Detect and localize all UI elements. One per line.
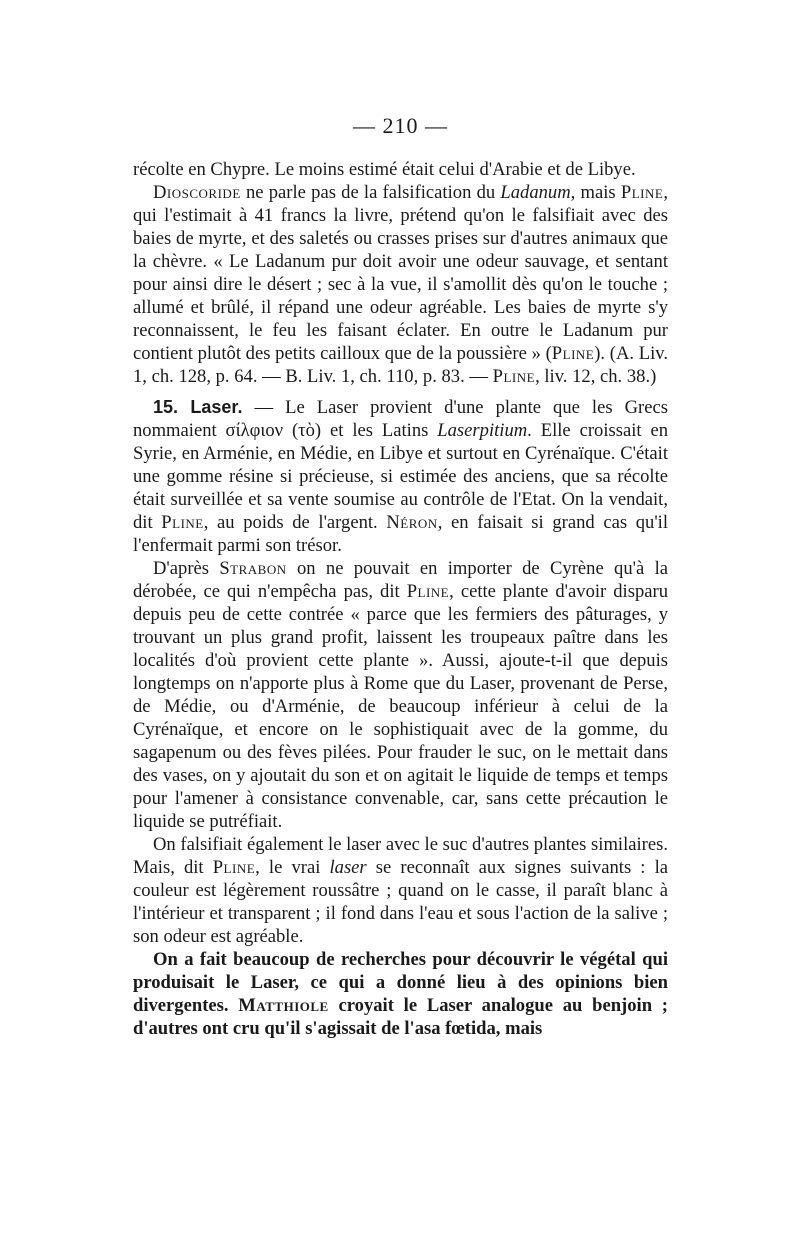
author-name: Matthiole	[238, 995, 329, 1016]
paragraph-4: D'après Strabon on ne pouvait en importer de Cyrène qu'à la dérobée, ce qui n'empêcha pas, dit Pline, cette plante d'avoir disparu depuis peu de cette contrée « parce que les fermiers des pâturages, y trouvant un plus grand profit, laissent les troupeaux paître dans les localités d'où provient cette plante ». Aussi, ajoute-t-il que depuis longtemps on n'apporte plus à Rome que du Laser, provenant de Perse, de Médie, ou d'Arménie, de beaucoup inférieur à celui de la Cyrénaïque, et encore on le sophistiquait avec de la gomme, du sagapenum ou des fèves pilées. Pour frauder le suc, on le mettait dans des vases, on y ajoutait du son et on agitait le liquide de temps et temps pour l'amener à consistance convenable, car, sans cette précaution le liquide se putréfiait.	[133, 558, 668, 832]
author-name: Pline	[620, 182, 664, 203]
author-name: Pline	[406, 581, 450, 602]
author-name: Pline	[161, 512, 204, 533]
paragraph-5: On falsifiait également le laser avec le suc d'autres plantes similaires. Mais, dit Pline, le vrai laser se reconnaît aux signes suivants : la couleur est légèrement roussâtre ; quand on le casse, il paraît blanc à l'intérieur et transparent ; il fond dans l'eau et sous l'action de la salive ; son odeur est agréable.	[133, 834, 668, 947]
page-number: — 210 —	[353, 113, 448, 138]
paragraph-3: 15. Laser. — Le Laser provient d'une plante que les Grecs nommaient σίλφιον (τὸ) et les Latins Laserpitium. Elle croissait en Syrie, en Arménie, en Médie, en Libye et surtout en Cyrénaïque. C'était une gomme résine si précieuse, si estimée des anciens, que sa récolte était surveillée et sa vente soumise au contrôle de l'Etat. On la vendait, dit Pline, au poids de l'argent. Néron, en faisait si grand cas qu'il l'enfermait parmi son trésor.	[133, 397, 669, 556]
paragraph-1: récolte en Chypre. Le moins estimé était celui d'Arabie et de Libye.	[133, 159, 636, 180]
author-name: Dioscoride	[153, 182, 241, 203]
author-name: Pline	[492, 366, 536, 387]
author-name: Strabon	[219, 558, 287, 579]
section-heading: 15. Laser.	[153, 397, 243, 417]
author-name: Pline	[551, 343, 595, 364]
page-body	[133, 158, 668, 1040]
paragraph-6: On a fait beaucoup de recherches pour découvrir le végétal qui produisait le Laser, ce qui a donné lieu à des opinions bien divergentes. Matthiole croyait le Laser analogue au benjoin ; d'autres ont cru qu'il s'agissait de l'asa fœtida, mais	[133, 949, 668, 1039]
author-name: Néron	[386, 512, 438, 533]
latin-term: Laserpitium	[437, 420, 528, 441]
paragraph-2: Dioscoride ne parle pas de la falsification du Ladanum, mais Pline, qui l'estimait à 41 francs la livre, prétend qu'on le falsifiait avec des baies de myrte, et des saletés ou crasses prises sur d'autres animaux que la chèvre. « Le Ladanum pur doit avoir une odeur sauvage, et sentant pour ainsi dire le désert ; sec à la vue, il s'amollit dès qu'on le touche ; allumé et brûlé, il répand une odeur agréable. Les baies de myrte s'y reconnaissent, le feu les faisant éclater. En outre le Ladanum pur contient plutôt des petits cailloux que de la poussière » (Pline). (A. Liv. 1, ch. 128, p. 64. — B. Liv. 1, ch. 110, p. 83. — Pline, liv. 12, ch. 38.)	[133, 182, 669, 387]
latin-term: laser	[329, 857, 367, 878]
latin-term: Ladanum	[500, 182, 571, 203]
author-name: Pline	[212, 857, 256, 878]
